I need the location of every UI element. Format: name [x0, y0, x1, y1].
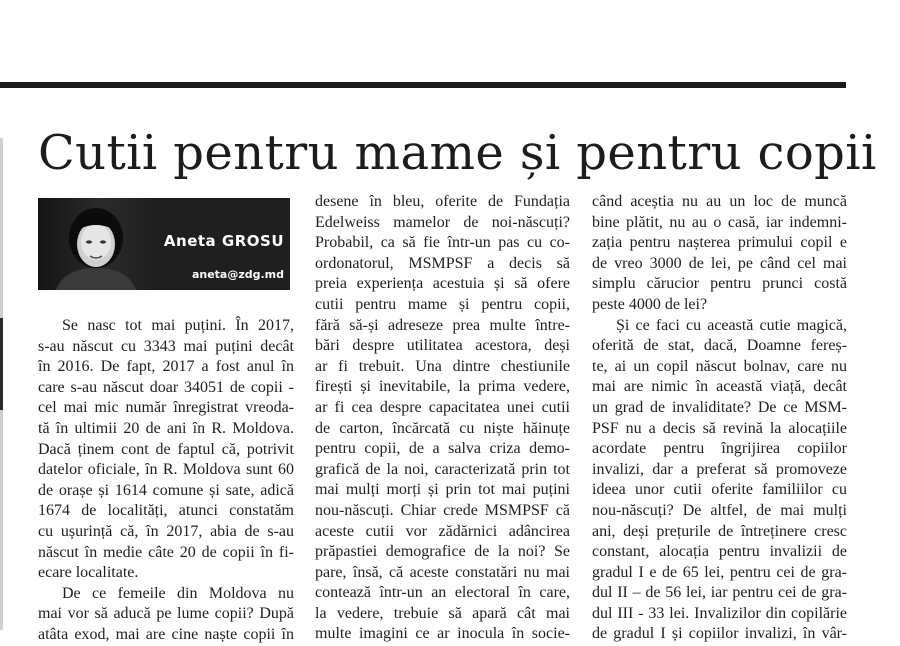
text-line: contează într-un an electoral în care,: [315, 584, 570, 602]
text-line: desene în bleu, oferite de Fundația: [315, 193, 570, 210]
text-line: invalizi, dar a preferat să promoveze: [592, 460, 847, 478]
text-line: de vreo 3000 de lei, pe când cel mai: [592, 254, 847, 272]
text-line: s-au născut cu 3343 mai puțini decât: [38, 337, 294, 355]
text-line: grafică de la noi, caracterizată prin tot: [315, 460, 570, 478]
text-line: Probabil, ca să fie într-un pas cu co-: [315, 234, 570, 252]
article-title: Cutii pentru mame și pentru copii: [38, 125, 877, 181]
text-line: mai are nimic în această viață, decât: [592, 378, 847, 396]
author-portrait: [38, 198, 154, 290]
text-line: ar fi cea despre capacitatea unei cutii: [315, 398, 570, 416]
text-line: constant, alocația pentru invalizii de: [592, 543, 847, 561]
text-line: 1674 de localități, atunci constatăm: [38, 502, 294, 520]
text-line: simplu cărucior pentru prunci costă: [592, 275, 847, 293]
text-line: ordonatorul, MSMPSF a decis să: [315, 254, 570, 272]
text-line: oferită de stat, dacă, Doamne fereș-: [592, 337, 847, 355]
text-line: De ce femeile din Moldova nu: [62, 584, 294, 602]
text-line: gradul I e de 65 lei, pentru cei de gra-: [592, 563, 847, 581]
text-line: pare, însă, că aceste constatări nu mai: [315, 563, 570, 581]
text-line: cutii pentru mame și pentru copii,: [315, 295, 570, 313]
text-line: ani, deși prețurile de întreținere cresc: [592, 522, 847, 540]
author-photo-icon: [38, 198, 154, 290]
text-line: mai mulți morți și prin tot mai puțini: [315, 481, 570, 499]
text-line: pentru copii, de a salva criza demo-: [315, 440, 570, 458]
text-line: mai vor să aducă pe lume copii? După: [38, 605, 294, 623]
text-line: ecare localitate.: [38, 564, 139, 582]
text-line: atâta exod, mai are cine naște copii în: [38, 625, 294, 643]
text-line: dul III - 33 lei. Invalizilor din copilărie: [592, 604, 847, 622]
text-line: preia experiența acestuia și să ofere: [315, 275, 570, 293]
text-line: cel mai mic număr înregistrat vreoda-: [38, 399, 294, 417]
left-page-edge-mark: [0, 318, 3, 410]
text-line: de gradul I și copiilor invalizi, în vâr-: [592, 625, 847, 643]
text-line: când aceștia nu au un loc de muncă: [592, 193, 847, 210]
text-line: de carton, încărcată cu niște hăinuțe: [315, 419, 570, 437]
author-name: Aneta GROSU: [163, 232, 284, 250]
text-line: zația pentru nașterea primului copil e: [592, 234, 847, 252]
author-email[interactable]: aneta@zdg.md: [191, 268, 284, 281]
text-line: ideea unor cutii oferite familiilor cu: [592, 481, 847, 499]
text-line: bări despre utilitatea acestora, deși: [315, 337, 570, 355]
text-line: Și ce faci cu această cutie magică,: [616, 316, 847, 334]
text-line: Edelweiss mamelor de noi-născuți?: [315, 213, 570, 231]
text-line: în 2016. De fapt, 2017 a fost anul în: [38, 358, 294, 376]
text-line: prăpastiei demografice de la noi? Se: [315, 543, 570, 561]
text-line: tă în ultimii 20 de ani în R. Moldova.: [38, 419, 294, 437]
top-rule: [0, 82, 846, 88]
text-line: care s-au născut doar 34051 de copii -: [38, 378, 294, 396]
text-line: un grad de invaliditate? De ce MSM-: [592, 398, 847, 416]
text-line: bine plătit, nu au o casă, iar indemni-: [592, 213, 847, 231]
text-line: dul II – de 56 lei, iar pentru cei de gra-: [592, 584, 847, 602]
text-line: ar fi trebuit. Una dintre chestiunile: [315, 357, 570, 375]
text-line: nou-născuți? De altfel, de mai mulți: [592, 501, 847, 519]
text-line: firești și inevitabile, la prima vedere,: [315, 378, 570, 396]
text-line: te, ai un copil născut bolnav, care nu: [592, 357, 847, 375]
text-line: de orașe și 1614 comune și sate, adică: [38, 481, 294, 499]
author-byline: [38, 198, 290, 290]
text-line: Dacă ținem cont de faptul că, potrivit: [38, 440, 294, 458]
article-column-1: [38, 316, 294, 646]
text-line: multe imagini ce ar inocula în socie-: [315, 625, 570, 643]
text-line: datelor oficiale, în R. Moldova sunt 60: [38, 461, 294, 479]
text-line: PSF nu a decis să revină la alocațiile: [592, 419, 847, 437]
text-line: peste 4000 de lei?: [592, 295, 708, 313]
text-line: nou-născuți. Chiar crede MSMPSF că: [315, 501, 570, 519]
text-line: cu ușurință că, în 2017, abia de s-au: [38, 522, 294, 540]
text-line: la vedere, trebuie să apară cât mai: [315, 604, 570, 622]
text-line: Se nasc tot mai puțini. În 2017,: [62, 317, 294, 334]
article-column-2: [315, 192, 570, 645]
text-line: născut în medie câte 20 de copii în fi-: [38, 543, 294, 561]
text-line: acordate pentru îngrijirea copiilor: [592, 440, 847, 458]
text-line: aceste cutii vor zădărnici adâncirea: [315, 522, 570, 540]
text-line: fără să-și adreseze prea multe între-: [315, 316, 570, 334]
article-column-3: [592, 192, 847, 645]
